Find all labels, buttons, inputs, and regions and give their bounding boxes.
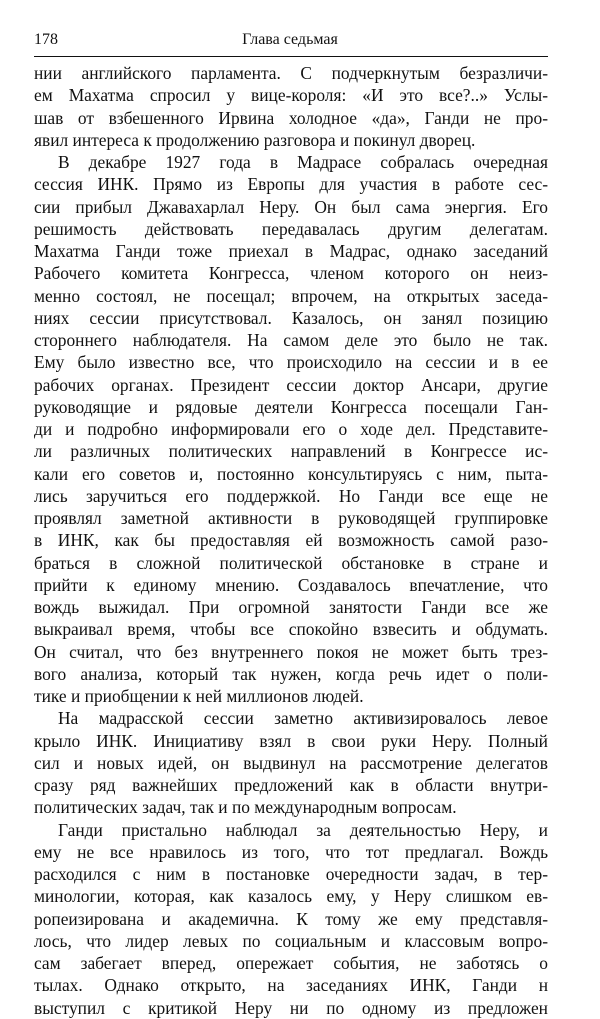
text-line: сам забегает вперед, опережает события, не заботясь о xyxy=(34,953,548,973)
text-line: лись заручиться его поддержкой. Но Ганди все еще не xyxy=(34,485,548,506)
text-line: Махатма Ганди тоже приехал в Мадрас, однако заседаний xyxy=(34,241,548,261)
text-line: выступил с критикой Неру ни по одному из предложен xyxy=(34,997,548,1018)
text-line: сразу ряд важнейших предложений как в области внутри- xyxy=(34,775,548,795)
page-number: 178 xyxy=(34,31,58,48)
text-line: явил интереса к продолжению разговора и покинул дворец. xyxy=(34,129,476,150)
text-line: Он считал, что без внутреннего покоя не может быть трез- xyxy=(34,641,548,662)
text-line: в ИНК, как бы предоставляя ей возможность самой разо- xyxy=(34,530,548,551)
text-line: Рабочего комитета Конгресса, членом которого он неиз- xyxy=(34,263,548,284)
text-line: сии прибыл Джавахарлал Неру. Он был сама энергия. Его xyxy=(34,196,548,217)
text-line: браться в сложной политической обстановке в стране и xyxy=(34,552,548,573)
header-rule xyxy=(34,56,548,57)
text-line: менно состоял, не посещал; впрочем, на открытых заседа- xyxy=(34,285,548,306)
running-header xyxy=(34,30,546,50)
text-line: нии английского парламента. С подчеркнутым безразличи- xyxy=(34,63,548,83)
text-line: руководящие и рядовые деятели Конгресса посещали Ган- xyxy=(34,396,548,417)
text-line: сил и новых идей, он выдвинул на рассмотрение делегатов xyxy=(34,752,548,773)
text-line: ди и подробно информировали его о ходе дел. Представите- xyxy=(34,419,548,439)
text-line: кали его советов и, постоянно консультируясь с ним, пыта- xyxy=(34,463,548,484)
text-line: тике и приобщении к ней миллионов людей. xyxy=(34,686,364,706)
text-line: шав от взбешенного Ирвина холодное «да», Ганди не про- xyxy=(34,107,548,128)
text-line: лось, что лидер левых по социальным и классовым вопро- xyxy=(34,930,548,951)
text-line: В декабре 1927 года в Мадрасе собралась очередная xyxy=(58,152,548,172)
text-line: расходился с ним в постановке очередности задач, в тер- xyxy=(34,864,548,884)
text-line: политических задач, так и по международным вопросам. xyxy=(34,797,457,818)
text-line: ем Махатма спросил у вице-короля: «И это все?..» Услы- xyxy=(34,85,548,106)
text-line: решимость действовать передавалась другим делегатам. xyxy=(34,218,548,239)
text-line: ниях сессии присутствовал. Казалось, он занял позицию xyxy=(34,307,548,328)
text-line: рабочих органах. Президент сессии доктор Ансари, другие xyxy=(34,374,548,395)
text-line: сессия ИНК. Прямо из Европы для участия в работе сес- xyxy=(34,174,548,195)
text-line: выкраивал время, чтобы все спокойно взвесить и обдумать. xyxy=(34,619,548,640)
text-line: проявлял заметной активности в руководящей группировке xyxy=(34,508,548,528)
text-line: крыло ИНК. Инициативу взял в свои руки Неру. Полный xyxy=(34,730,548,751)
chapter-title: Глава седьмая xyxy=(242,31,338,48)
text-line: Ему было известно все, что происходило на сессии и в ее xyxy=(34,352,548,373)
text-line: минологии, которая, как казалось ему, у Неру слишком ев- xyxy=(34,886,548,907)
text-line: Ганди пристально наблюдал за деятельностью Неру, и xyxy=(58,819,548,840)
text-line: тылах. Однако открыто, на заседаниях ИНК, Ганди н xyxy=(34,975,548,996)
text-line: На мадрасской сессии заметно активизировалось левое xyxy=(58,708,548,729)
text-line: вождь выжидал. При огромной занятости Ганди все же xyxy=(34,597,548,617)
text-line: ему не все нравилось из того, что тот предлагал. Вождь xyxy=(34,841,548,862)
text-line: ропеизирована и академична. К тому же ему представля- xyxy=(34,908,548,929)
text-line: вого анализа, который так нужен, когда речь идет о поли- xyxy=(34,663,548,684)
text-line: ли различных политических направлений в Конгрессе ис- xyxy=(34,441,548,462)
text-line: стороннего наблюдателя. На самом деле это было не так. xyxy=(34,330,548,350)
body-text xyxy=(34,62,548,1019)
text-line: прийти к единому мнению. Создавалось впечатление, что xyxy=(34,574,548,595)
